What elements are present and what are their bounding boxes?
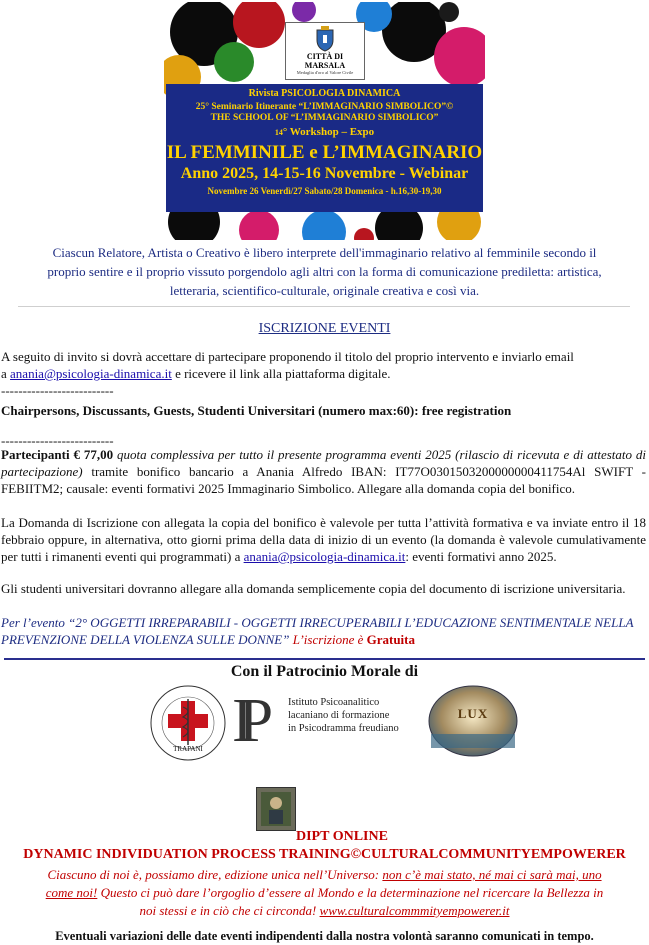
email-link[interactable]: anania@psicologia-dinamica.it	[243, 549, 406, 564]
dipt-quote: Ciascuno di noi è, possiamo dire, edizione unica nell’Universo: non c’è mai stato, né mai ci sarà mai, uno come noi! Questo ci può dare l’orgoglio d’essere al Mondo e la determinazione nel ricercare la Bellezza in noi stessi e in ciò che ci circonda! www.culturalcommmityempowerer.it	[45, 867, 604, 918]
divider	[4, 658, 645, 660]
email-link[interactable]: anania@psicologia-dinamica.it	[10, 366, 172, 381]
painting-icon	[257, 788, 295, 830]
separator-line: --------------------------	[1, 383, 114, 398]
divider	[18, 306, 630, 307]
intro-line: letteraria, scientifico-culturale, originale creativa e così via.	[169, 283, 480, 298]
city-subtitle: Medaglia d'oro al Valore Civile	[296, 70, 354, 75]
application-paragraph: La Domanda di Iscrizione con allegata la copia del bonifico è valevole per tutta l’attività formativa e va inviate entro il 18 febbraio oppure, in alternativa, otto giorni prima della data di inizio di un evento (la domanda è valevole cumulativamente per tutti i rimanenti eventi qui programmati) a anania@psicologia-dinamica.it: eventi formativi anno 2025.	[1, 515, 646, 564]
event-banner	[164, 2, 485, 240]
free-event-title: Per l’evento “2° OGGETTI IRREPARABILI - OGGETTI IRRECUPERABILI L’EDUCAZIONE SENTIMENTALE NELLA PREVENZIONE DELLA VIOLENZA SULLE DONNE”	[1, 615, 634, 647]
fee-payment-info: tramite bonifico bancario a Anania Alfredo IBAN: IT77O0301503200000000411754Al SWIFT - FEBIITM2; causale: eventi formativi 2025 Immaginario Simbolico. Allegare alla domanda copia del bonifico.	[1, 464, 646, 496]
invite-line: a anania@psicologia-dinamica.it e ricevere il link alla piattaforma digitale.	[1, 366, 391, 381]
banner-line-dates: Anno 2025, 14-15-16 Novembre - Webinar	[180, 165, 469, 182]
invite-paragraph	[1, 348, 647, 399]
coat-of-arms-icon	[315, 26, 335, 52]
intro-line: proprio sentire e il proprio vissuto porgendolo agli altri con la forma di comunicazione prediletta: artistica,	[47, 264, 602, 279]
banner-line-title: IL FEMMINILE e L’IMMAGINARIO	[166, 142, 483, 163]
banner-line-school: THE SCHOOL OF “L’IMMAGINARIO SIMBOLICO”	[210, 113, 439, 123]
free-registration-value: : free registration	[414, 403, 512, 418]
dipt-logo	[256, 787, 296, 831]
lux-logo	[427, 684, 519, 758]
free-registration	[1, 402, 647, 419]
free-event-note: L’iscrizione è	[289, 632, 364, 647]
fee-label: Partecipanti € 77,00	[1, 447, 114, 462]
ipp-letters: IP	[232, 687, 260, 755]
fee-description: quota complessiva per tutto il presente programma eventi 2025 (rilascio di ricevuta e di attestato di partecipazione)	[1, 447, 647, 479]
banner-line-schedule: Novembre 26 Venerdì/27 Sabato/28 Domenica - h.16,30-19,30	[207, 186, 442, 196]
separator-line: --------------------------	[1, 433, 114, 448]
dipt-subtitle: DYNAMIC INDIVIDUATION PROCESS TRAINING©CULTURALCOMMUNITYEMPOWERER	[23, 847, 626, 862]
city-name: CITTÀ DI MARSALA	[304, 52, 346, 70]
free-registration-label: Chairpersons, Discussants, Guests, Studenti Universitari (numero max:60)	[1, 403, 415, 418]
ipp-logo	[232, 688, 432, 758]
banner-line-seminar: 25° Seminario Itinerante “L’IMMAGINARIO SIMBOLICO”©	[195, 102, 454, 112]
lux-label: LUX	[457, 706, 489, 721]
students-paragraph: Gli studenti universitari dovranno allegare alla domanda semplicemente copia del documento di iscrizione universitaria.	[1, 581, 626, 596]
banner-line-magazine: Rivista PSICOLOGIA DINAMICA	[248, 88, 401, 99]
trapani-order-logo	[148, 683, 228, 763]
dipt-title: DIPT ONLINE	[296, 829, 388, 844]
invite-line: A seguito di invito si dovrà accettare di partecipare proponendo il titolo del proprio intervento e inviarlo email	[1, 349, 574, 364]
free-event-paragraph	[1, 614, 647, 648]
free-event-badge: Gratuita	[363, 632, 415, 647]
ipp-text: Istituto Psicoanalitico lacaniano di formazione in Psicodramma freudiano	[288, 697, 399, 734]
fee-paragraph	[1, 446, 646, 497]
intro-line: Ciascun Relatore, Artista o Creativo è libero interprete dell'immaginario relativo al femminile secondo il	[52, 245, 597, 260]
patronage-title: Con il Patrocinio Morale di	[230, 663, 419, 680]
banner-line-workshop: 14° Workshop – Expo	[274, 126, 375, 138]
section-title	[0, 319, 649, 337]
trapani-label: TRAPANI	[173, 745, 203, 753]
footer-note: Eventuali variazioni delle date eventi indipendenti dalla nostra volontà saranno comunicati in tempo.	[55, 929, 594, 943]
intro-paragraph	[0, 243, 649, 300]
city-logo	[285, 22, 365, 80]
website-link[interactable]: www.culturalcommmityempowerer.it	[319, 903, 510, 918]
section-title-text: ISCRIZIONE EVENTI	[258, 321, 391, 336]
